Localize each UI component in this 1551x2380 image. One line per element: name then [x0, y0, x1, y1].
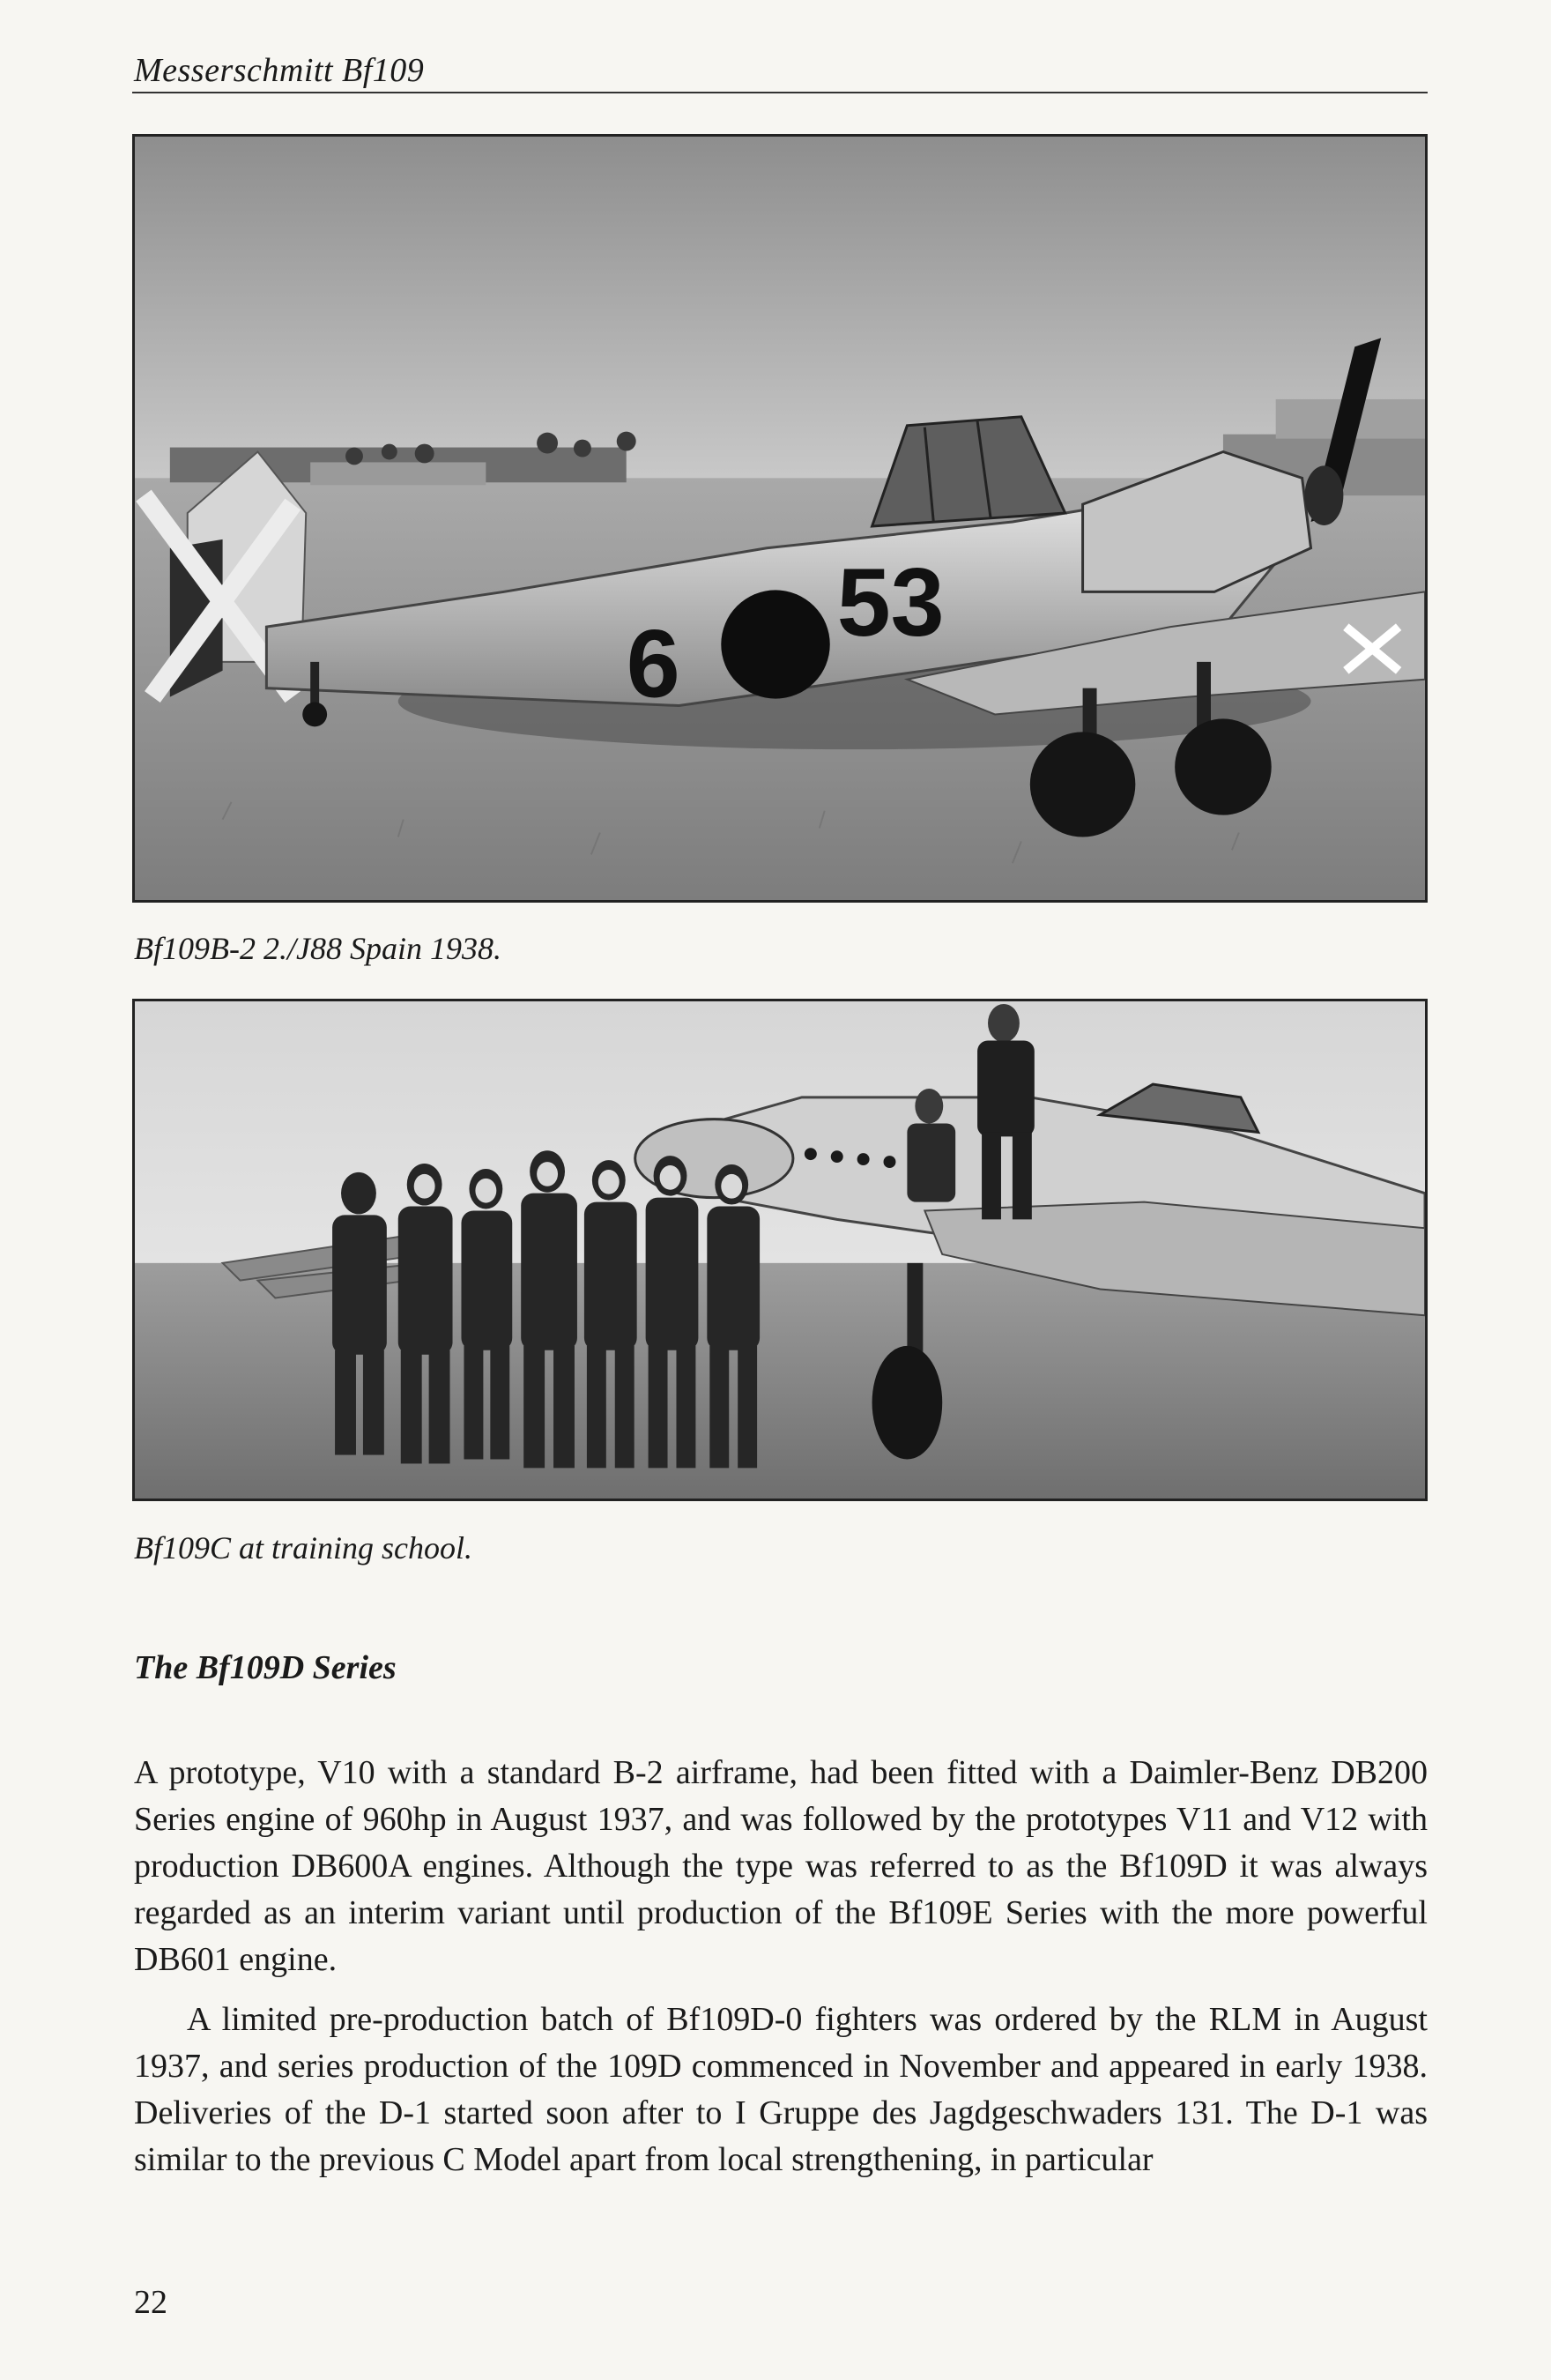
- photo-bf109b-2: [132, 134, 1428, 903]
- fuselage-marking-right: 53: [836, 549, 945, 658]
- body-paragraph-1: A prototype, V10 with a standard B-2 airframe, had been fitted with a Daimler-Benz DB200 Series engine of 960hp in August 1937, and was followed by the prototypes V11 and V12 with production DB600A engines. Although the type was referred to as the Bf109D it was always regarded as an interim variant until production of the Bf109E Series with the more powerful DB601 engine.: [134, 1754, 1428, 1978]
- fuselage-marking-left: 6: [626, 610, 680, 718]
- body-paragraph-2: A limited pre-production batch of Bf109D-0 fighters was ordered by the RLM in August 1937, and series production of the 109D commenced in November and appeared in early 1938. Deliveries of the D-1 started soon after to I Gruppe des Jagdgeschwaders 131. The D-1 was similar to the previous C Model apart from local strengthening, in particular: [134, 2001, 1428, 2178]
- section-heading: The Bf109D Series: [134, 1649, 397, 1686]
- page-number: 22: [134, 2284, 167, 2321]
- photo-bf109c-training-school: [132, 999, 1428, 1501]
- header-rule: [132, 92, 1428, 93]
- figure-caption-1: Bf109B-2 2./J88 Spain 1938.: [134, 931, 501, 966]
- fuselage-roundel: [721, 590, 829, 698]
- figure-caption-2: Bf109C at training school.: [134, 1530, 473, 1566]
- running-header: Messerschmitt Bf109: [134, 52, 425, 89]
